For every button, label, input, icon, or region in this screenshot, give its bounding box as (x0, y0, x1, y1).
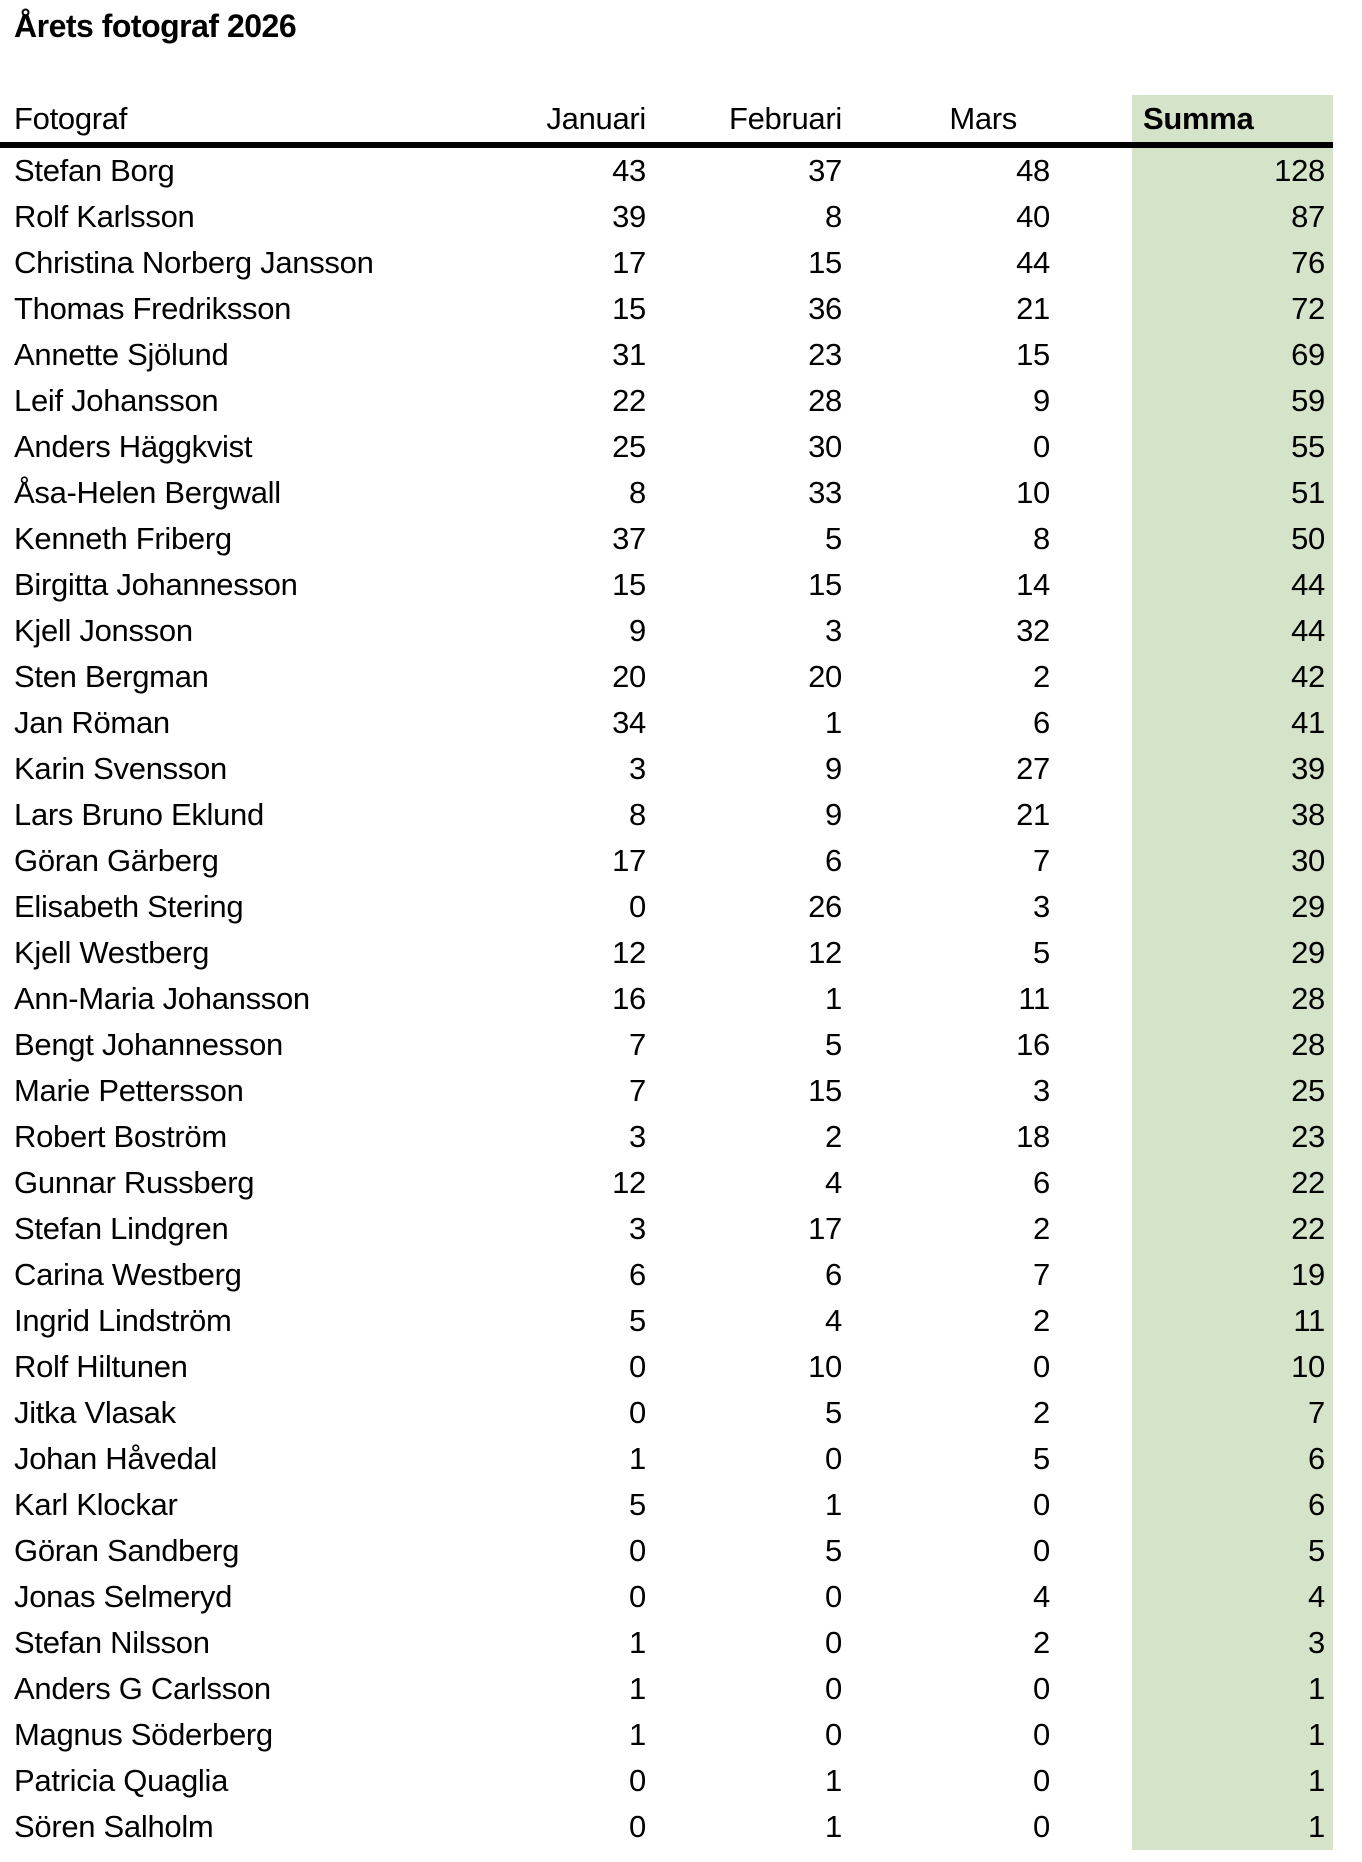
januari-value-cell: 9 (629, 613, 646, 648)
table-row (0, 332, 1333, 378)
mars-value-cell: 2 (1033, 1303, 1050, 1338)
mars-value-cell: 7 (1033, 1257, 1050, 1292)
februari-value-cell: 2 (825, 1119, 842, 1154)
summa-value-cell: 44 (1132, 562, 1333, 608)
summa-value-cell: 28 (1132, 1022, 1333, 1068)
februari-value-cell: 9 (825, 797, 842, 832)
mars-value-cell: 0 (1033, 1487, 1050, 1522)
summa-value-cell: 22 (1132, 1160, 1333, 1206)
januari-value-cell: 1 (629, 1441, 646, 1476)
januari-value-cell: 37 (612, 521, 646, 556)
summa-value-cell: 1 (1132, 1666, 1333, 1712)
januari-value-cell: 34 (612, 705, 646, 740)
januari-value-cell: 0 (629, 1533, 646, 1568)
summa-value-cell: 4 (1132, 1574, 1333, 1620)
mars-value-cell: 0 (1033, 1671, 1050, 1706)
februari-value-cell: 8 (825, 199, 842, 234)
summa-value-cell: 1 (1132, 1758, 1333, 1804)
table-row (0, 1804, 1333, 1850)
summa-value-cell: 72 (1132, 286, 1333, 332)
table-row (0, 470, 1333, 516)
februari-value-cell: 1 (825, 1763, 842, 1798)
mars-value-cell: 0 (1033, 429, 1050, 464)
januari-value-cell: 0 (629, 1579, 646, 1614)
photographer-name-cell: Ann-Maria Johansson (14, 981, 310, 1016)
januari-value-cell: 1 (629, 1671, 646, 1706)
table-row (0, 1482, 1333, 1528)
table-row (0, 654, 1333, 700)
mars-value-cell: 3 (1033, 1073, 1050, 1108)
photographer-name-cell: Karl Klockar (14, 1487, 178, 1522)
januari-value-cell: 3 (629, 1119, 646, 1154)
table-row (0, 1068, 1333, 1114)
table-row (0, 1206, 1333, 1252)
januari-value-cell: 20 (612, 659, 646, 694)
photographer-name-cell: Anders G Carlsson (14, 1671, 271, 1706)
januari-value-cell: 0 (629, 1395, 646, 1430)
table-row (0, 608, 1333, 654)
februari-value-cell: 23 (808, 337, 842, 372)
table-row (0, 516, 1333, 562)
mars-value-cell: 2 (1033, 1395, 1050, 1430)
table-row (0, 700, 1333, 746)
summa-value-cell: 30 (1132, 838, 1333, 884)
table-row (0, 1252, 1333, 1298)
mars-value-cell: 9 (1033, 383, 1050, 418)
summa-value-cell: 69 (1132, 332, 1333, 378)
photographer-name-cell: Stefan Lindgren (14, 1211, 229, 1246)
column-header-februari: Februari (656, 95, 852, 145)
table-row (0, 1666, 1333, 1712)
januari-value-cell: 8 (629, 797, 646, 832)
februari-value-cell: 12 (808, 935, 842, 970)
summa-value-cell: 41 (1132, 700, 1333, 746)
summa-value-cell: 3 (1132, 1620, 1333, 1666)
februari-value-cell: 0 (825, 1671, 842, 1706)
februari-value-cell: 1 (825, 705, 842, 740)
table-row (0, 1298, 1333, 1344)
summa-value-cell: 87 (1132, 194, 1333, 240)
table-row (0, 240, 1333, 286)
table-row (0, 1022, 1333, 1068)
table-row (0, 286, 1333, 332)
februari-value-cell: 1 (825, 1809, 842, 1844)
januari-value-cell: 31 (612, 337, 646, 372)
table-row (0, 194, 1333, 240)
mars-value-cell: 21 (1016, 797, 1050, 832)
januari-value-cell: 5 (629, 1303, 646, 1338)
photographer-name-cell: Sten Bergman (14, 659, 209, 694)
table-header-row (0, 95, 1333, 145)
photographer-name-cell: Elisabeth Stering (14, 889, 244, 924)
photographer-name-cell: Karin Svensson (14, 751, 227, 786)
februari-value-cell: 15 (808, 1073, 842, 1108)
januari-value-cell: 39 (612, 199, 646, 234)
photographer-name-cell: Ingrid Lindström (14, 1303, 232, 1338)
summa-value-cell: 19 (1132, 1252, 1333, 1298)
summa-value-cell: 55 (1132, 424, 1333, 470)
photographer-name-cell: Birgitta Johannesson (14, 567, 298, 602)
table-row (0, 884, 1333, 930)
summa-value-cell: 29 (1132, 930, 1333, 976)
februari-value-cell: 0 (825, 1579, 842, 1614)
februari-value-cell: 10 (808, 1349, 842, 1384)
table-row (0, 1436, 1333, 1482)
februari-value-cell: 17 (808, 1211, 842, 1246)
januari-value-cell: 15 (612, 567, 646, 602)
photographer-name-cell: Robert Boström (14, 1119, 227, 1154)
table-row (0, 746, 1333, 792)
mars-value-cell: 7 (1033, 843, 1050, 878)
table-row (0, 145, 1333, 194)
januari-value-cell: 0 (629, 1809, 646, 1844)
photographer-score-table (0, 95, 1333, 1850)
februari-value-cell: 5 (825, 521, 842, 556)
februari-value-cell: 37 (808, 153, 842, 188)
mars-value-cell: 0 (1033, 1349, 1050, 1384)
photographer-name-cell: Rolf Hiltunen (14, 1349, 188, 1384)
januari-value-cell: 43 (612, 153, 646, 188)
table-row (0, 976, 1333, 1022)
februari-value-cell: 4 (825, 1303, 842, 1338)
summa-value-cell: 6 (1132, 1482, 1333, 1528)
summa-value-cell: 28 (1132, 976, 1333, 1022)
photographer-name-cell: Annette Sjölund (14, 337, 229, 372)
table-row (0, 1160, 1333, 1206)
column-header-summa: Summa (1132, 95, 1333, 145)
photographer-name-cell: Leif Johansson (14, 383, 219, 418)
photographer-name-cell: Patricia Quaglia (14, 1763, 229, 1798)
summa-value-cell: 76 (1132, 240, 1333, 286)
summa-value-cell: 25 (1132, 1068, 1333, 1114)
mars-value-cell: 14 (1016, 567, 1050, 602)
mars-value-cell: 2 (1033, 659, 1050, 694)
table-row (0, 1344, 1333, 1390)
table-row (0, 1620, 1333, 1666)
summa-value-cell: 1 (1132, 1712, 1333, 1758)
februari-value-cell: 36 (808, 291, 842, 326)
summa-value-cell: 128 (1132, 145, 1333, 194)
summa-value-cell: 59 (1132, 378, 1333, 424)
photographer-name-cell: Jitka Vlasak (14, 1395, 176, 1430)
januari-value-cell: 0 (629, 1763, 646, 1798)
mars-value-cell: 32 (1016, 613, 1050, 648)
table-row (0, 838, 1333, 884)
summa-value-cell: 51 (1132, 470, 1333, 516)
februari-value-cell: 20 (808, 659, 842, 694)
februari-value-cell: 33 (808, 475, 842, 510)
photographer-name-cell: Carina Westberg (14, 1257, 242, 1292)
februari-value-cell: 6 (825, 843, 842, 878)
februari-value-cell: 5 (825, 1395, 842, 1430)
mars-value-cell: 0 (1033, 1763, 1050, 1798)
summa-value-cell: 10 (1132, 1344, 1333, 1390)
photographer-name-cell: Johan Håvedal (14, 1441, 217, 1476)
mars-value-cell: 18 (1016, 1119, 1050, 1154)
photographer-name-cell: Anders Häggkvist (14, 429, 253, 464)
januari-value-cell: 12 (612, 1165, 646, 1200)
februari-value-cell: 5 (825, 1027, 842, 1062)
februari-value-cell: 30 (808, 429, 842, 464)
januari-value-cell: 17 (612, 843, 646, 878)
column-header-fotograf: Fotograf (0, 95, 460, 145)
januari-value-cell: 6 (629, 1257, 646, 1292)
table-row (0, 792, 1333, 838)
summa-value-cell: 23 (1132, 1114, 1333, 1160)
februari-value-cell: 3 (825, 613, 842, 648)
februari-value-cell: 4 (825, 1165, 842, 1200)
mars-value-cell: 5 (1033, 1441, 1050, 1476)
table-row (0, 1114, 1333, 1160)
januari-value-cell: 7 (629, 1027, 646, 1062)
summa-value-cell: 11 (1132, 1298, 1333, 1344)
photographer-name-cell: Göran Sandberg (14, 1533, 240, 1568)
table-row (0, 1528, 1333, 1574)
table-row (0, 1712, 1333, 1758)
table-row (0, 1574, 1333, 1620)
mars-value-cell: 44 (1016, 245, 1050, 280)
januari-value-cell: 16 (612, 981, 646, 1016)
table-row (0, 424, 1333, 470)
mars-value-cell: 21 (1016, 291, 1050, 326)
februari-value-cell: 15 (808, 245, 842, 280)
februari-value-cell: 0 (825, 1441, 842, 1476)
photographer-name-cell: Rolf Karlsson (14, 199, 195, 234)
mars-value-cell: 15 (1016, 337, 1050, 372)
februari-value-cell: 6 (825, 1257, 842, 1292)
februari-value-cell: 1 (825, 1487, 842, 1522)
februari-value-cell: 0 (825, 1625, 842, 1660)
mars-value-cell: 0 (1033, 1809, 1050, 1844)
photographer-name-cell: Jan Röman (14, 705, 170, 740)
mars-value-cell: 16 (1016, 1027, 1050, 1062)
table-row (0, 1390, 1333, 1436)
februari-value-cell: 28 (808, 383, 842, 418)
photographer-name-cell: Åsa-Helen Bergwall (14, 475, 281, 510)
januari-value-cell: 1 (629, 1625, 646, 1660)
table-row (0, 930, 1333, 976)
januari-value-cell: 17 (612, 245, 646, 280)
photographer-name-cell: Stefan Nilsson (14, 1625, 210, 1660)
summa-value-cell: 50 (1132, 516, 1333, 562)
mars-value-cell: 4 (1033, 1579, 1050, 1614)
photographer-name-cell: Marie Pettersson (14, 1073, 244, 1108)
mars-value-cell: 10 (1016, 475, 1050, 510)
photographer-name-cell: Kjell Westberg (14, 935, 210, 970)
summa-value-cell: 1 (1132, 1804, 1333, 1850)
mars-value-cell: 2 (1033, 1211, 1050, 1246)
mars-value-cell: 0 (1033, 1717, 1050, 1752)
januari-value-cell: 5 (629, 1487, 646, 1522)
column-header-januari: Januari (460, 95, 656, 145)
februari-value-cell: 9 (825, 751, 842, 786)
summa-value-cell: 42 (1132, 654, 1333, 700)
page-title: Årets fotograf 2026 (14, 8, 297, 44)
mars-value-cell: 40 (1016, 199, 1050, 234)
januari-value-cell: 8 (629, 475, 646, 510)
mars-value-cell: 8 (1033, 521, 1050, 556)
summa-value-cell: 39 (1132, 746, 1333, 792)
januari-value-cell: 15 (612, 291, 646, 326)
mars-value-cell: 0 (1033, 1533, 1050, 1568)
februari-value-cell: 5 (825, 1533, 842, 1568)
februari-value-cell: 1 (825, 981, 842, 1016)
januari-value-cell: 3 (629, 751, 646, 786)
januari-value-cell: 0 (629, 1349, 646, 1384)
table-row (0, 562, 1333, 608)
summa-value-cell: 44 (1132, 608, 1333, 654)
summa-value-cell: 38 (1132, 792, 1333, 838)
januari-value-cell: 7 (629, 1073, 646, 1108)
photographer-name-cell: Stefan Borg (14, 153, 175, 188)
photographer-name-cell: Thomas Fredriksson (14, 291, 292, 326)
photographer-name-cell: Christina Norberg Jansson (14, 245, 374, 280)
januari-value-cell: 12 (612, 935, 646, 970)
januari-value-cell: 25 (612, 429, 646, 464)
photographer-name-cell: Gunnar Russberg (14, 1165, 255, 1200)
mars-value-cell: 27 (1016, 751, 1050, 786)
summa-value-cell: 7 (1132, 1390, 1333, 1436)
photographer-name-cell: Magnus Söderberg (14, 1717, 273, 1752)
summa-value-cell: 29 (1132, 884, 1333, 930)
mars-value-cell: 11 (1018, 981, 1050, 1016)
summa-value-cell: 22 (1132, 1206, 1333, 1252)
januari-value-cell: 0 (629, 889, 646, 924)
photographer-name-cell: Sören Salholm (14, 1809, 214, 1844)
mars-value-cell: 48 (1016, 153, 1050, 188)
mars-value-cell: 6 (1033, 705, 1050, 740)
februari-value-cell: 15 (808, 567, 842, 602)
mars-value-cell: 6 (1033, 1165, 1050, 1200)
table-row (0, 378, 1333, 424)
photographer-name-cell: Kjell Jonsson (14, 613, 193, 648)
mars-value-cell: 3 (1033, 889, 1050, 924)
table-body (0, 145, 1333, 1850)
summa-value-cell: 5 (1132, 1528, 1333, 1574)
mars-value-cell: 2 (1033, 1625, 1050, 1660)
februari-value-cell: 26 (808, 889, 842, 924)
photographer-name-cell: Jonas Selmeryd (14, 1579, 233, 1614)
summa-value-cell: 6 (1132, 1436, 1333, 1482)
februari-value-cell: 0 (825, 1717, 842, 1752)
photographer-name-cell: Göran Gärberg (14, 843, 219, 878)
table-header (0, 95, 1333, 145)
table-row (0, 1758, 1333, 1804)
column-header-mars: Mars (852, 95, 1132, 145)
photographer-name-cell: Bengt Johannesson (14, 1027, 283, 1062)
mars-value-cell: 5 (1033, 935, 1050, 970)
photographer-name-cell: Lars Bruno Eklund (14, 797, 264, 832)
januari-value-cell: 3 (629, 1211, 646, 1246)
photographer-name-cell: Kenneth Friberg (14, 521, 232, 556)
januari-value-cell: 22 (612, 383, 646, 418)
januari-value-cell: 1 (629, 1717, 646, 1752)
